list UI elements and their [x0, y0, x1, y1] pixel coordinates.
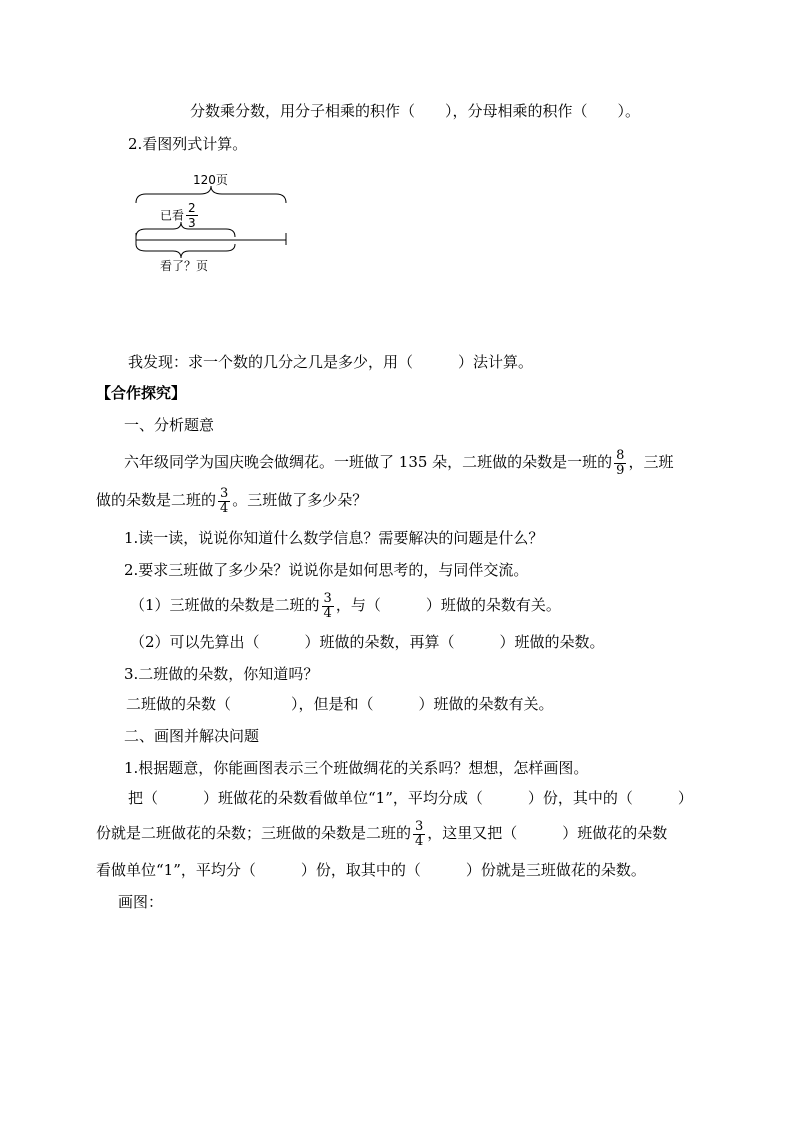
question-3-answer: 二班做的朵数（ ），但是和（ ）班做的朵数有关。 [126, 695, 554, 713]
part-2-title: 二、画图并解决问题 [124, 727, 260, 745]
fraction-denominator: 4 [415, 833, 424, 849]
fraction-three-quarters [322, 592, 334, 621]
problem-text-b: ，三班 [628, 453, 674, 471]
sub-1-text-b: ，与（ ）班做的朵数有关。 [335, 596, 561, 614]
fraction-denominator: 4 [323, 605, 332, 621]
read-prefix: 已看 [160, 208, 185, 223]
part-1-title: 一、分析题意 [124, 416, 215, 434]
fraction-three-quarters [218, 487, 230, 516]
part-2-line-2 [96, 813, 667, 853]
read-fraction-label [160, 201, 200, 230]
part-2-question-1: 1.根据题意，你能画图表示三个班做绸花的关系吗？想想，怎样画图。 [124, 759, 589, 777]
rule-line: 分数乘分数，用分子相乘的积作（ ），分母相乘的积作（ ）。 [190, 102, 641, 120]
read-fraction [186, 201, 198, 230]
problem-text-a: 六年级同学为国庆晚会做绸花。一班做了 135 朵，二班做的朵数是一班的 [124, 453, 613, 471]
line-2-text-b: ，这里又把（ ）班做花的朵数 [427, 824, 668, 842]
part-2-line-3: 看做单位“1”，平均分（ ）份，取其中的（ ）份就是三班做花的朵数。 [96, 861, 646, 879]
segment-diagram [0, 165, 794, 285]
fraction-denominator: 4 [220, 500, 229, 516]
read-fraction-numerator: 2 [188, 201, 196, 215]
discovery-line: 我发现：求一个数的几分之几是多少，用（ ）法计算。 [128, 353, 534, 371]
read-fraction-denominator: 3 [188, 216, 196, 230]
fraction-numerator: 3 [415, 818, 424, 834]
fraction-numerator: 3 [220, 485, 229, 501]
fraction-denominator: 9 [616, 462, 625, 478]
cooperative-heading: 【合作探究】 [96, 384, 187, 402]
sub-1-text-a: （1）三班做的朵数是二班的 [130, 596, 320, 614]
problem-line-2 [96, 480, 367, 520]
pages-read-question-label: 看了？页 [160, 259, 209, 273]
fraction-three-quarters [413, 820, 425, 849]
question-3: 3.二班做的朵数，你知道吗？ [124, 665, 319, 683]
question-2: 2.要求三班做了多少朵？说说你是如何思考的，与同伴交流。 [124, 561, 529, 579]
fraction-eight-ninths [614, 449, 626, 478]
problem-text-c: 做的朵数是二班的 [96, 491, 217, 509]
question-2-title: 2.看图列式计算。 [128, 135, 248, 153]
line-2-text-a: 份就是二班做花的朵数；三班做的朵数是二班的 [96, 824, 412, 842]
fraction-numerator: 8 [616, 447, 625, 463]
problem-line-1 [124, 442, 673, 482]
question-2-sub-1 [130, 585, 561, 625]
question-2-sub-2: （2）可以先算出（ ）班做的朵数，再算（ ）班做的朵数。 [130, 633, 605, 651]
problem-text-d: 。三班做了多少朵？ [232, 491, 368, 509]
draw-label: 画图： [118, 893, 164, 911]
question-1: 1.读一读，说说你知道什么数学信息？需要解决的问题是什么？ [124, 529, 544, 547]
total-pages-label: 120页 [193, 173, 228, 187]
part-2-line-1: 把（ ）班做花的朵数看做单位“1”，平均分成（ ）份，其中的（ ） [128, 789, 693, 807]
fraction-numerator: 3 [323, 590, 332, 606]
